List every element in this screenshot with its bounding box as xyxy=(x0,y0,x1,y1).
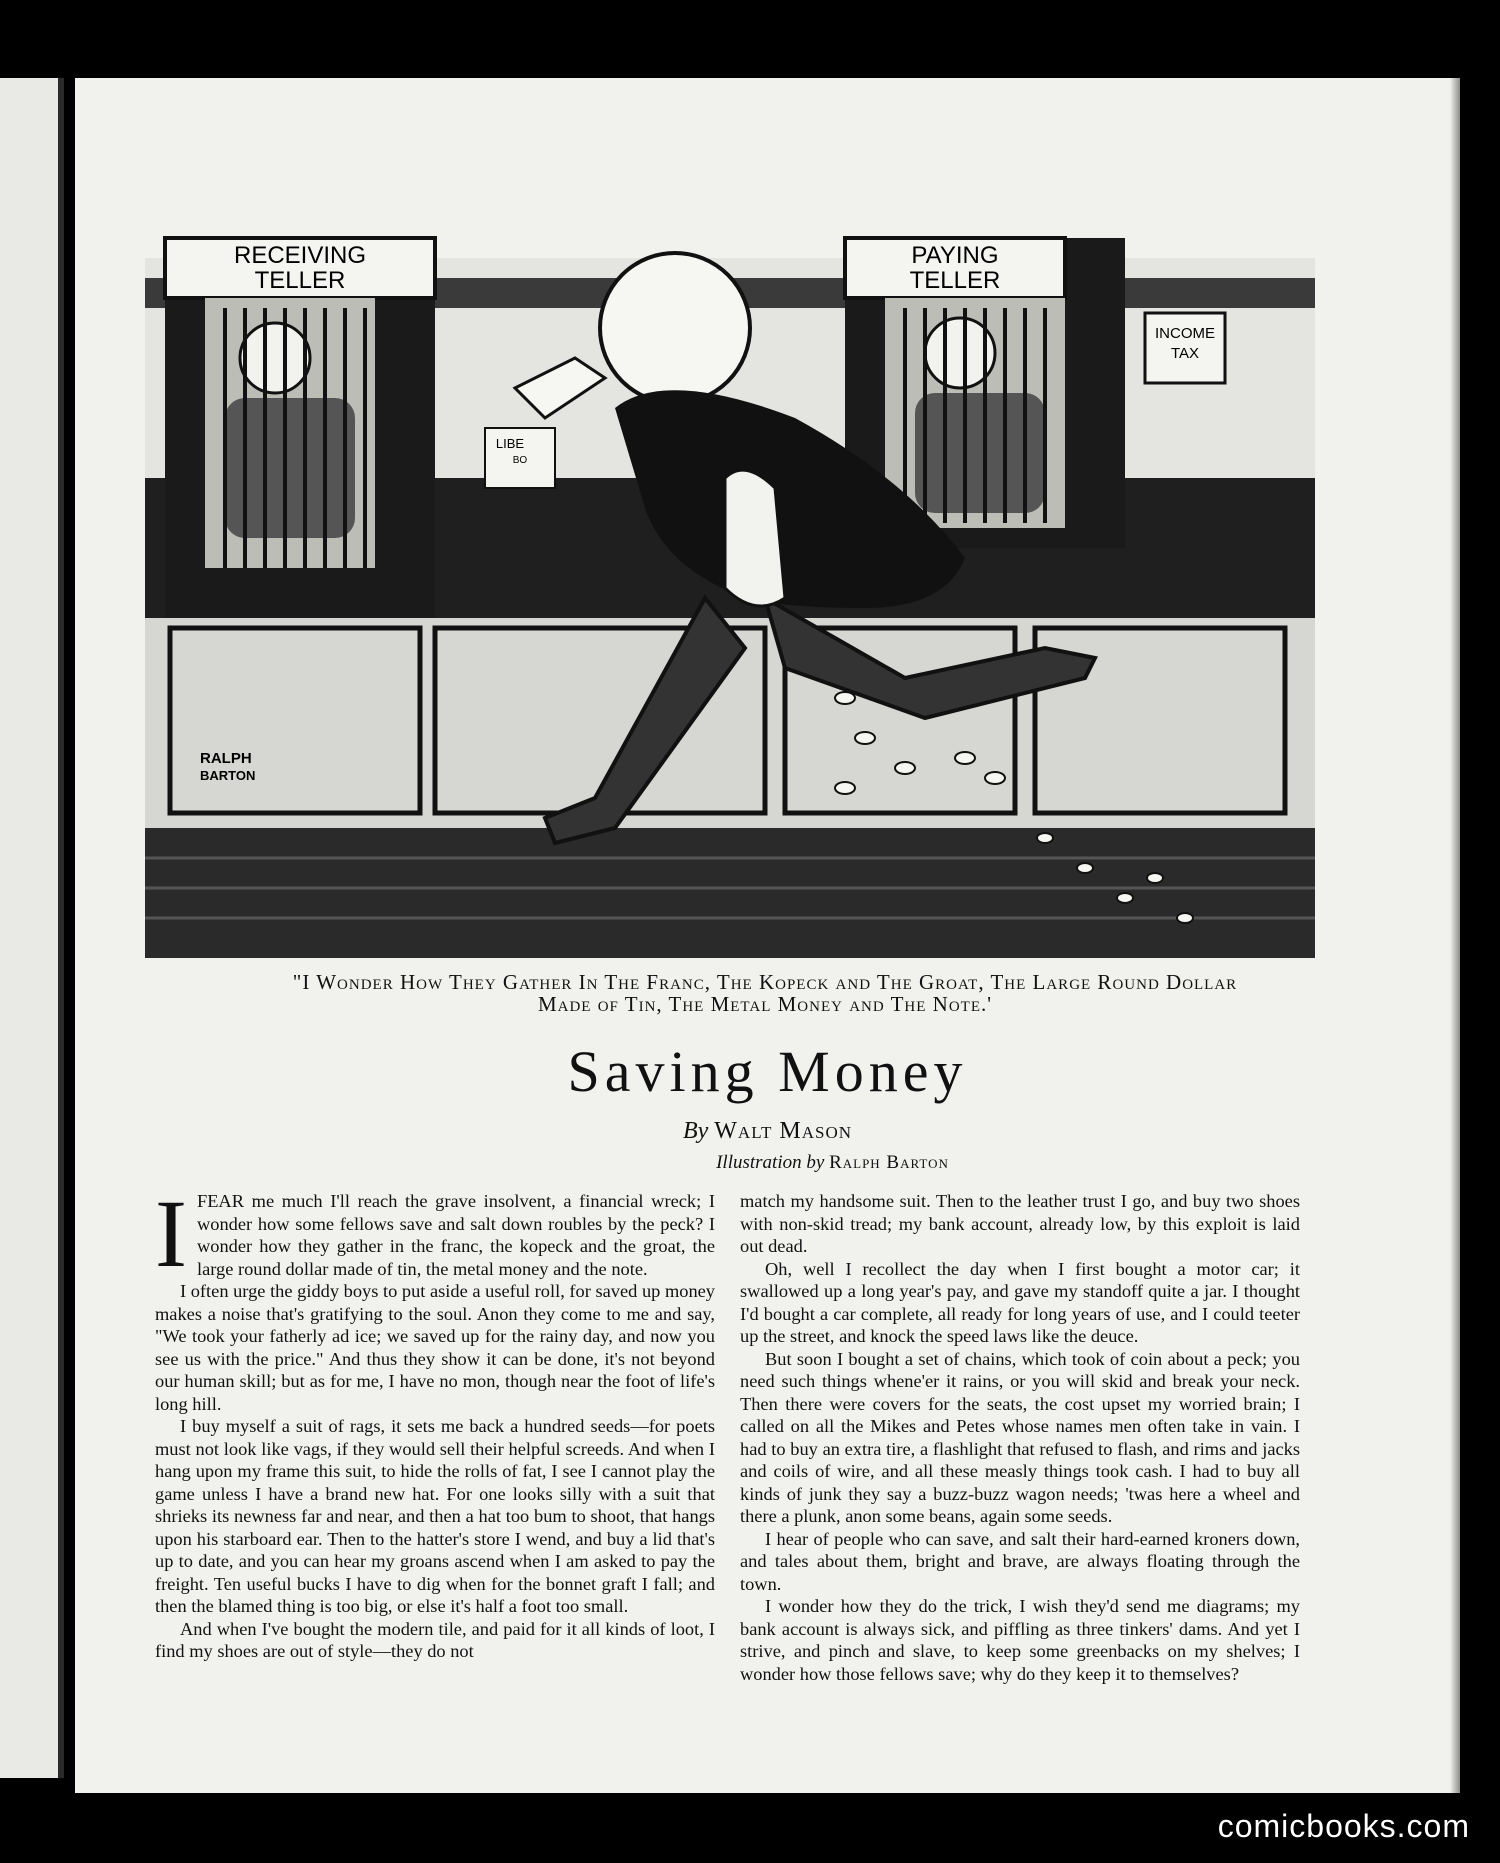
paragraph: I buy myself a suit of rags, it sets me back a hundred seeds—for poets must not look like vags, if they would sell their helpful screeds. And when I hang upon my frame this suit, to hide the rolls of fat, I see I cannot play the game unless I have a brand new hat. For one looks silly with a suit that shrieks its newness far and near, and then a hat too bum to shoot, that hangs upon his starboard ear. Then to the hatter's store I wend, and buy a lid that's up to date, and you can hear my groans ascend when I am asked to pay the freight. Ten useful bucks I have to dig when for the bonnet graft I fall; and then the blamed thing is too big, or else it's half a foot too small. xyxy=(155,1416,715,1616)
illustrator-name: Ralph Barton xyxy=(829,1152,949,1173)
paragraph: Oh, well I recollect the day when I first bought a motor car; it swallowed up a long year's pay, and gave my standoff quite a jar. I thought I'd bought a car complete, all ready for long years of use, and I could teeter up the street, and knock the speed laws like the deuce. xyxy=(740,1258,1300,1346)
money-bag xyxy=(725,470,785,606)
site-watermark: comicbooks.com xyxy=(1217,1808,1470,1844)
floor xyxy=(145,828,1315,958)
artist-signature-line1: RALPH xyxy=(200,750,252,767)
article-title: Saving Money xyxy=(567,1039,968,1104)
author-name: Walt Mason xyxy=(714,1118,853,1144)
paragraph-text: FEAR me much I'll reach the grave insolvent, a financial wreck; I wonder how some fellows save and salt down roubles by the peck? I wonder how they gather in the franc, the kopeck and the groat, the large round dollar made of tin, the metal money and the note. xyxy=(196,1191,715,1279)
paragraph: match my handsome suit. Then to the leather trust I go, and buy two shoes with non-skid tread; my bank account, already low, by this exploit is laid out dead. xyxy=(740,1191,1300,1256)
left-page-edge xyxy=(0,78,58,1778)
author-byline xyxy=(75,1118,1460,1145)
income-tax-line1: INCOME xyxy=(1155,325,1215,342)
paragraph xyxy=(155,1180,715,1287)
bond-sign-line1: LIBE xyxy=(495,436,525,451)
caption-line1: "I Wonder How They Gather In The Franc, The Kopeck and The Groat, The Large Round Dollar xyxy=(292,970,1238,994)
artist-signature-line2: BARTON xyxy=(200,768,256,783)
illustration-credit xyxy=(75,1152,1460,1174)
receiving-sign-line1: RECEIVING xyxy=(233,242,367,269)
man-head xyxy=(600,253,750,403)
paragraph: I hear of people who can save, and salt their hard-earned kroners down, and tales about them, bright and brave, are always floating through the town. xyxy=(740,1528,1300,1594)
receiving-sign-line2: TELLER xyxy=(254,267,346,294)
paragraph: I wonder how they do the trick, I wish they'd send me diagrams; my bank account is always sick, and piffling as three tinkers' dams. And yet I strive, and pinch and slave, to keep some greenbacks on my shelves; I wonder how those fellows save; why do they keep it to themselves? xyxy=(740,1596,1300,1684)
paying-sign-line1: PAYING xyxy=(911,242,999,269)
byline-by: By xyxy=(682,1118,709,1144)
illustration-credit-label: Illustration by xyxy=(716,1152,825,1173)
paragraph: I often urge the giddy boys to put aside a useful roll, for saved up money makes a noise that's gratifying to the soul. Anon they come to me and say, "We took your fatherly ad ice; we saved up for the rainy day, and now you see us with the price." And thus they show it can be done, it's not beyond our human skill; but as for me, I have no mon, though near the foot of life's long hill. xyxy=(155,1281,715,1414)
bond-sign-line2: BO xyxy=(512,455,528,466)
paragraph: And when I've bought the modern tile, and paid for it all kinds of loot, I find my shoes are out of style—they do not xyxy=(155,1618,715,1661)
cartoon-illustration xyxy=(145,178,1315,958)
page-shadow xyxy=(1450,78,1460,1793)
illustration-caption xyxy=(135,971,1395,1015)
paragraph: But soon I bought a set of chains, which took of coin about a peck; you need such things whene'er it rains, or you will skid and break your neck. Then there were covers for the seats, the cost upset my worried brain; I called on all the Mikes and Petes whose names men often take in vain. I had to buy an extra tire, a flashlight that refused to flash, and rims and jacks and coils of wire, and all these measly things took cash. I had to buy all kinds of junk they say a buzz-buzz wagon needs; 'twas here a wheel and there a plunk, anon some beans, again some seeds. xyxy=(740,1348,1300,1526)
magazine-page xyxy=(75,78,1460,1793)
bank-teller-drawing xyxy=(145,178,1315,958)
paying-sign-line2: TELLER xyxy=(909,267,1001,294)
caption-line2: Made of Tin, The Metal Money and The Note.' xyxy=(537,992,993,1016)
receiving-teller-head xyxy=(240,323,310,393)
drop-cap: I xyxy=(155,1180,187,1287)
article-column-right xyxy=(740,1190,1300,1685)
article-column-left xyxy=(155,1180,715,1663)
income-tax-line2: TAX xyxy=(1170,345,1200,362)
page-gutter xyxy=(58,78,64,1778)
